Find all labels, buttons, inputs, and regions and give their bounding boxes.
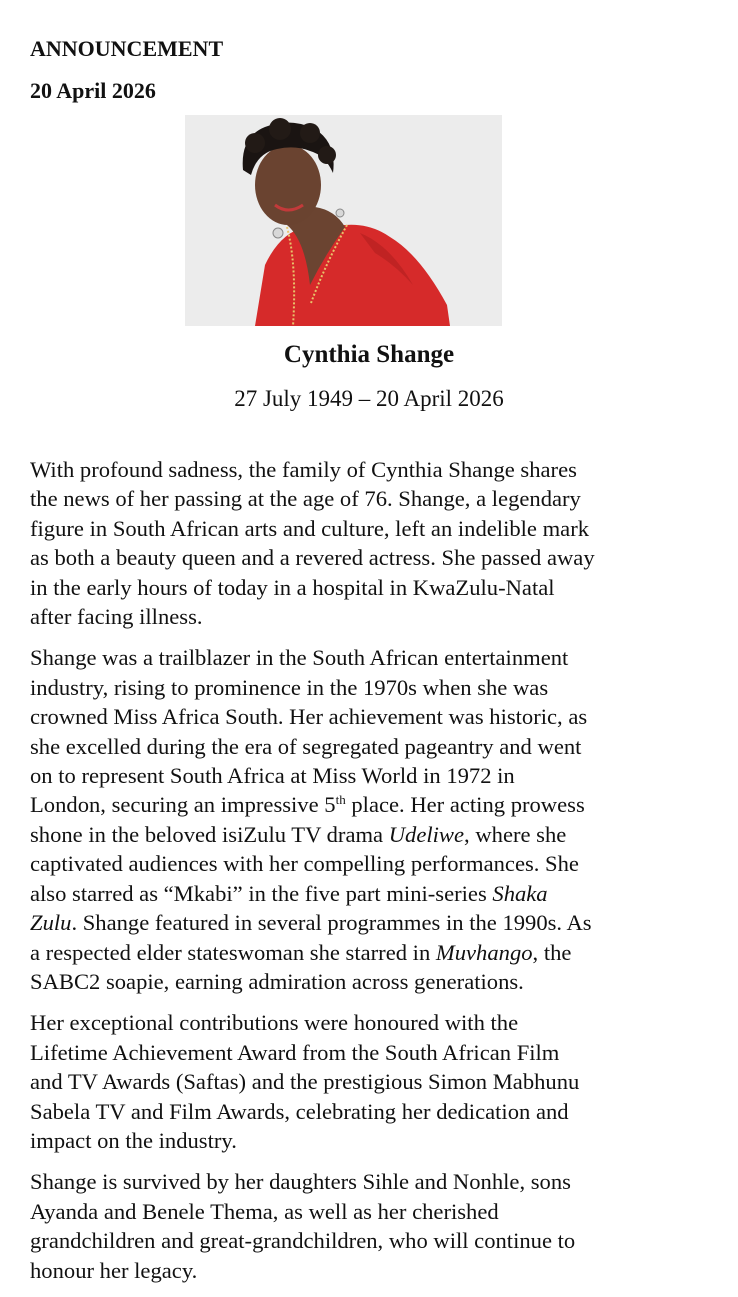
ordinal-suffix: th bbox=[335, 792, 346, 808]
show-title: Zulu bbox=[30, 910, 72, 936]
text-run: , the bbox=[532, 939, 572, 965]
text-line bbox=[30, 908, 710, 937]
paragraph-4 bbox=[30, 1167, 710, 1285]
text-line: With profound sadness, the family of Cynthia Shange shares bbox=[30, 457, 577, 482]
portrait-photo-icon bbox=[185, 115, 502, 326]
show-title: Muvhango bbox=[435, 939, 533, 965]
text-line: she excelled during the era of segregated pageantry and went bbox=[30, 733, 582, 759]
text-run: place. Her acting prowess bbox=[345, 792, 585, 818]
text-line: after facing illness. bbox=[30, 604, 203, 630]
text-line: on to represent South Africa at Miss World in 1972 in bbox=[30, 763, 515, 789]
text-line: Sabela TV and Film Awards, celebrating her dedication and bbox=[30, 1098, 569, 1124]
portrait-photo bbox=[185, 115, 502, 326]
show-title: Shaka bbox=[492, 880, 548, 906]
show-title: Udeliwe bbox=[388, 821, 465, 847]
text-line bbox=[30, 790, 710, 819]
text-line: Shange was a trailblazer in the South African entertainment bbox=[30, 645, 569, 671]
paragraph-2 bbox=[30, 643, 710, 996]
announcement-body bbox=[30, 455, 710, 1297]
text-run: also starred as “Mkabi” in the five part mini-series bbox=[30, 880, 493, 906]
text-line: Ayanda and Benele Thema, as well as her cherished bbox=[30, 1198, 499, 1224]
person-name: Cynthia Shange bbox=[283, 341, 455, 368]
text-line: the news of her passing at the age of 76. Shange, a legendary bbox=[30, 486, 581, 512]
text-line: captivated audiences with her compelling performances. She bbox=[30, 851, 579, 877]
text-line: SABC2 soapie, earning admiration across generations. bbox=[30, 968, 524, 994]
text-run: . Shange featured in several programmes in the 1990s. As bbox=[71, 910, 592, 936]
text-line: Her exceptional contributions were honoured with the bbox=[30, 1010, 519, 1036]
text-run: London, securing an impressive 5 bbox=[30, 792, 336, 818]
person-lifespan: 27 July 1949 – 20 April 2026 bbox=[234, 386, 504, 411]
text-line: honour her legacy. bbox=[30, 1257, 198, 1283]
text-line: Lifetime Achievement Award from the South African Film bbox=[30, 1039, 560, 1065]
paragraph-1 bbox=[30, 455, 710, 631]
text-run: , where she bbox=[464, 821, 567, 847]
text-run: a respected elder stateswoman she starred in bbox=[30, 939, 436, 965]
text-line: Shange is survived by her daughters Sihle and Nonhle, sons bbox=[30, 1169, 571, 1195]
text-line: figure in South African arts and culture, left an indelible mark bbox=[30, 515, 590, 541]
text-line: as both a beauty queen and a revered actress. She passed away bbox=[30, 545, 595, 571]
text-line bbox=[30, 820, 710, 849]
announcement-label: ANNOUNCEMENT bbox=[30, 36, 224, 61]
text-line: crowned Miss Africa South. Her achievement was historic, as bbox=[30, 704, 588, 730]
text-run: shone in the beloved isiZulu TV drama bbox=[30, 821, 389, 847]
text-line: impact on the industry. bbox=[30, 1127, 237, 1153]
text-line: in the early hours of today in a hospital in KwaZulu-Natal bbox=[30, 574, 555, 600]
text-line bbox=[30, 938, 710, 967]
text-line: and TV Awards (Saftas) and the prestigious Simon Mabhunu bbox=[30, 1069, 580, 1095]
text-line: grandchildren and great-grandchildren, who will continue to bbox=[30, 1228, 576, 1254]
announcement-date: 20 April 2026 bbox=[30, 78, 156, 103]
text-line: industry, rising to prominence in the 1970s when she was bbox=[30, 674, 549, 700]
paragraph-3 bbox=[30, 1008, 710, 1155]
text-line bbox=[30, 879, 710, 908]
